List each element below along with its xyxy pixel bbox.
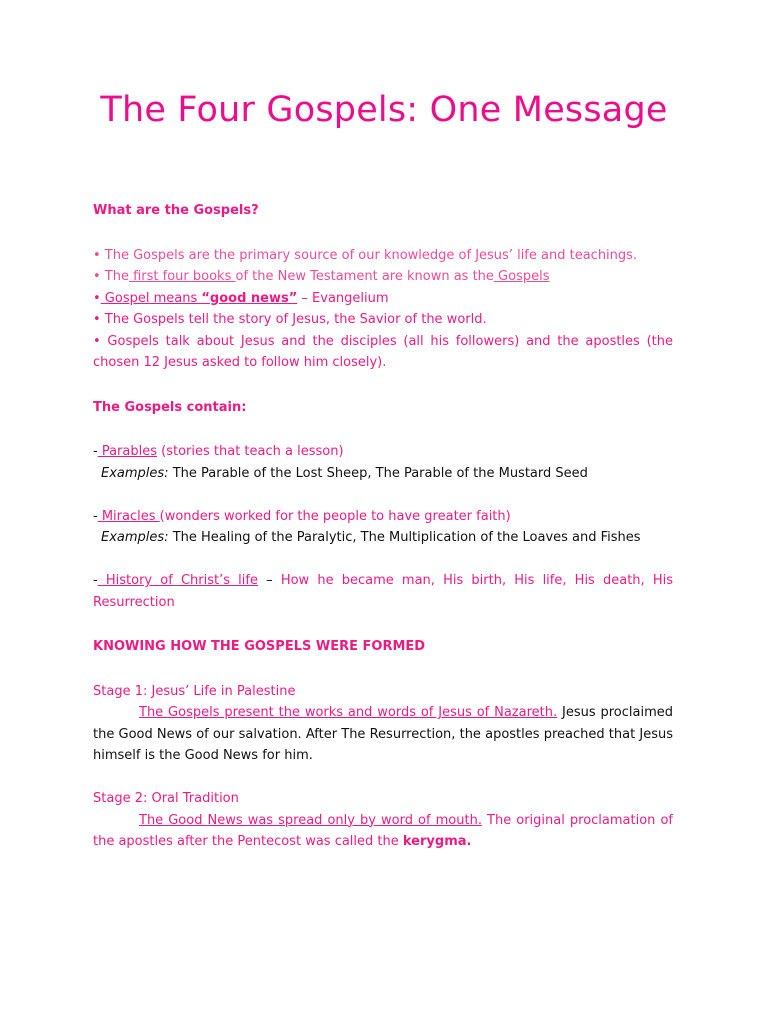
section-heading-knowing-how: KNOWING HOW THE GOSPELS WERE FORMED	[93, 639, 426, 654]
list-item: - Parables (stories that teach a lesson)	[93, 444, 344, 459]
underlined-phrase: Miracles	[97, 508, 160, 524]
page-title: The Four Gospels: One Message	[100, 90, 668, 130]
underlined-phrase: The Gospels present the works and words of Jesus of Nazareth.	[139, 705, 558, 720]
bullet-item: • The Gospels tell the story of Jesus, the Savior of the world.	[93, 312, 487, 327]
document-body	[93, 200, 673, 853]
bold-term: kerygma.	[402, 834, 472, 849]
bullet-item: • The first four books of the New Testament are known as the Gospels	[93, 269, 550, 284]
examples-line: Examples: The Parable of the Lost Sheep, The Parable of the Mustard Seed	[101, 465, 588, 481]
stage-title: Stage 2: Oral Tradition	[93, 791, 239, 806]
stage-paragraph: The Good News was spread only by word of mouth. The original proclamation of the apostles after the Pentecost was called the kerygma.	[93, 812, 673, 849]
underlined-phrase: Gospels	[493, 269, 550, 284]
list-item: - History of Christ’s life – How he became man, His birth, His life, His death, His Resurrection	[93, 573, 673, 610]
underlined-phrase: The Good News was spread only by word of mouth.	[139, 812, 482, 828]
examples-line: Examples: The Healing of the Paralytic, The Multiplication of the Loaves and Fishes	[101, 530, 641, 545]
underlined-phrase: Parables	[97, 444, 158, 459]
bullet-item: • Gospels talk about Jesus and the disciples (all his followers) and the apostles (the chosen 12 Jesus asked to follow him closely).	[93, 333, 673, 370]
bullet-item: • The Gospels are the primary source of our knowledge of Jesus’ life and teachings.	[93, 247, 638, 263]
underlined-phrase: first four books	[128, 269, 236, 284]
bullet-item: • Gospel means “good news” – Evangelium	[93, 290, 389, 306]
section-heading-gospels-contain: The Gospels contain:	[93, 399, 247, 415]
stage-title: Stage 1: Jesus’ Life in Palestine	[93, 683, 296, 699]
section-heading-what-are-gospels: What are the Gospels?	[93, 203, 259, 218]
list-item: - Miracles (wonders worked for the people to have greater faith)	[93, 508, 511, 524]
bold-phrase: “good news”	[201, 290, 298, 306]
underlined-phrase: Gospel means “good news”	[100, 290, 298, 306]
stage-paragraph: The Gospels present the works and words of Jesus of Nazareth. Jesus proclaimed the Good News of our salvation. After The Resurrection, the apostles preached that Jesus himself is the Good News for him.	[93, 705, 673, 763]
underlined-phrase: History of Christ’s life	[97, 573, 258, 588]
